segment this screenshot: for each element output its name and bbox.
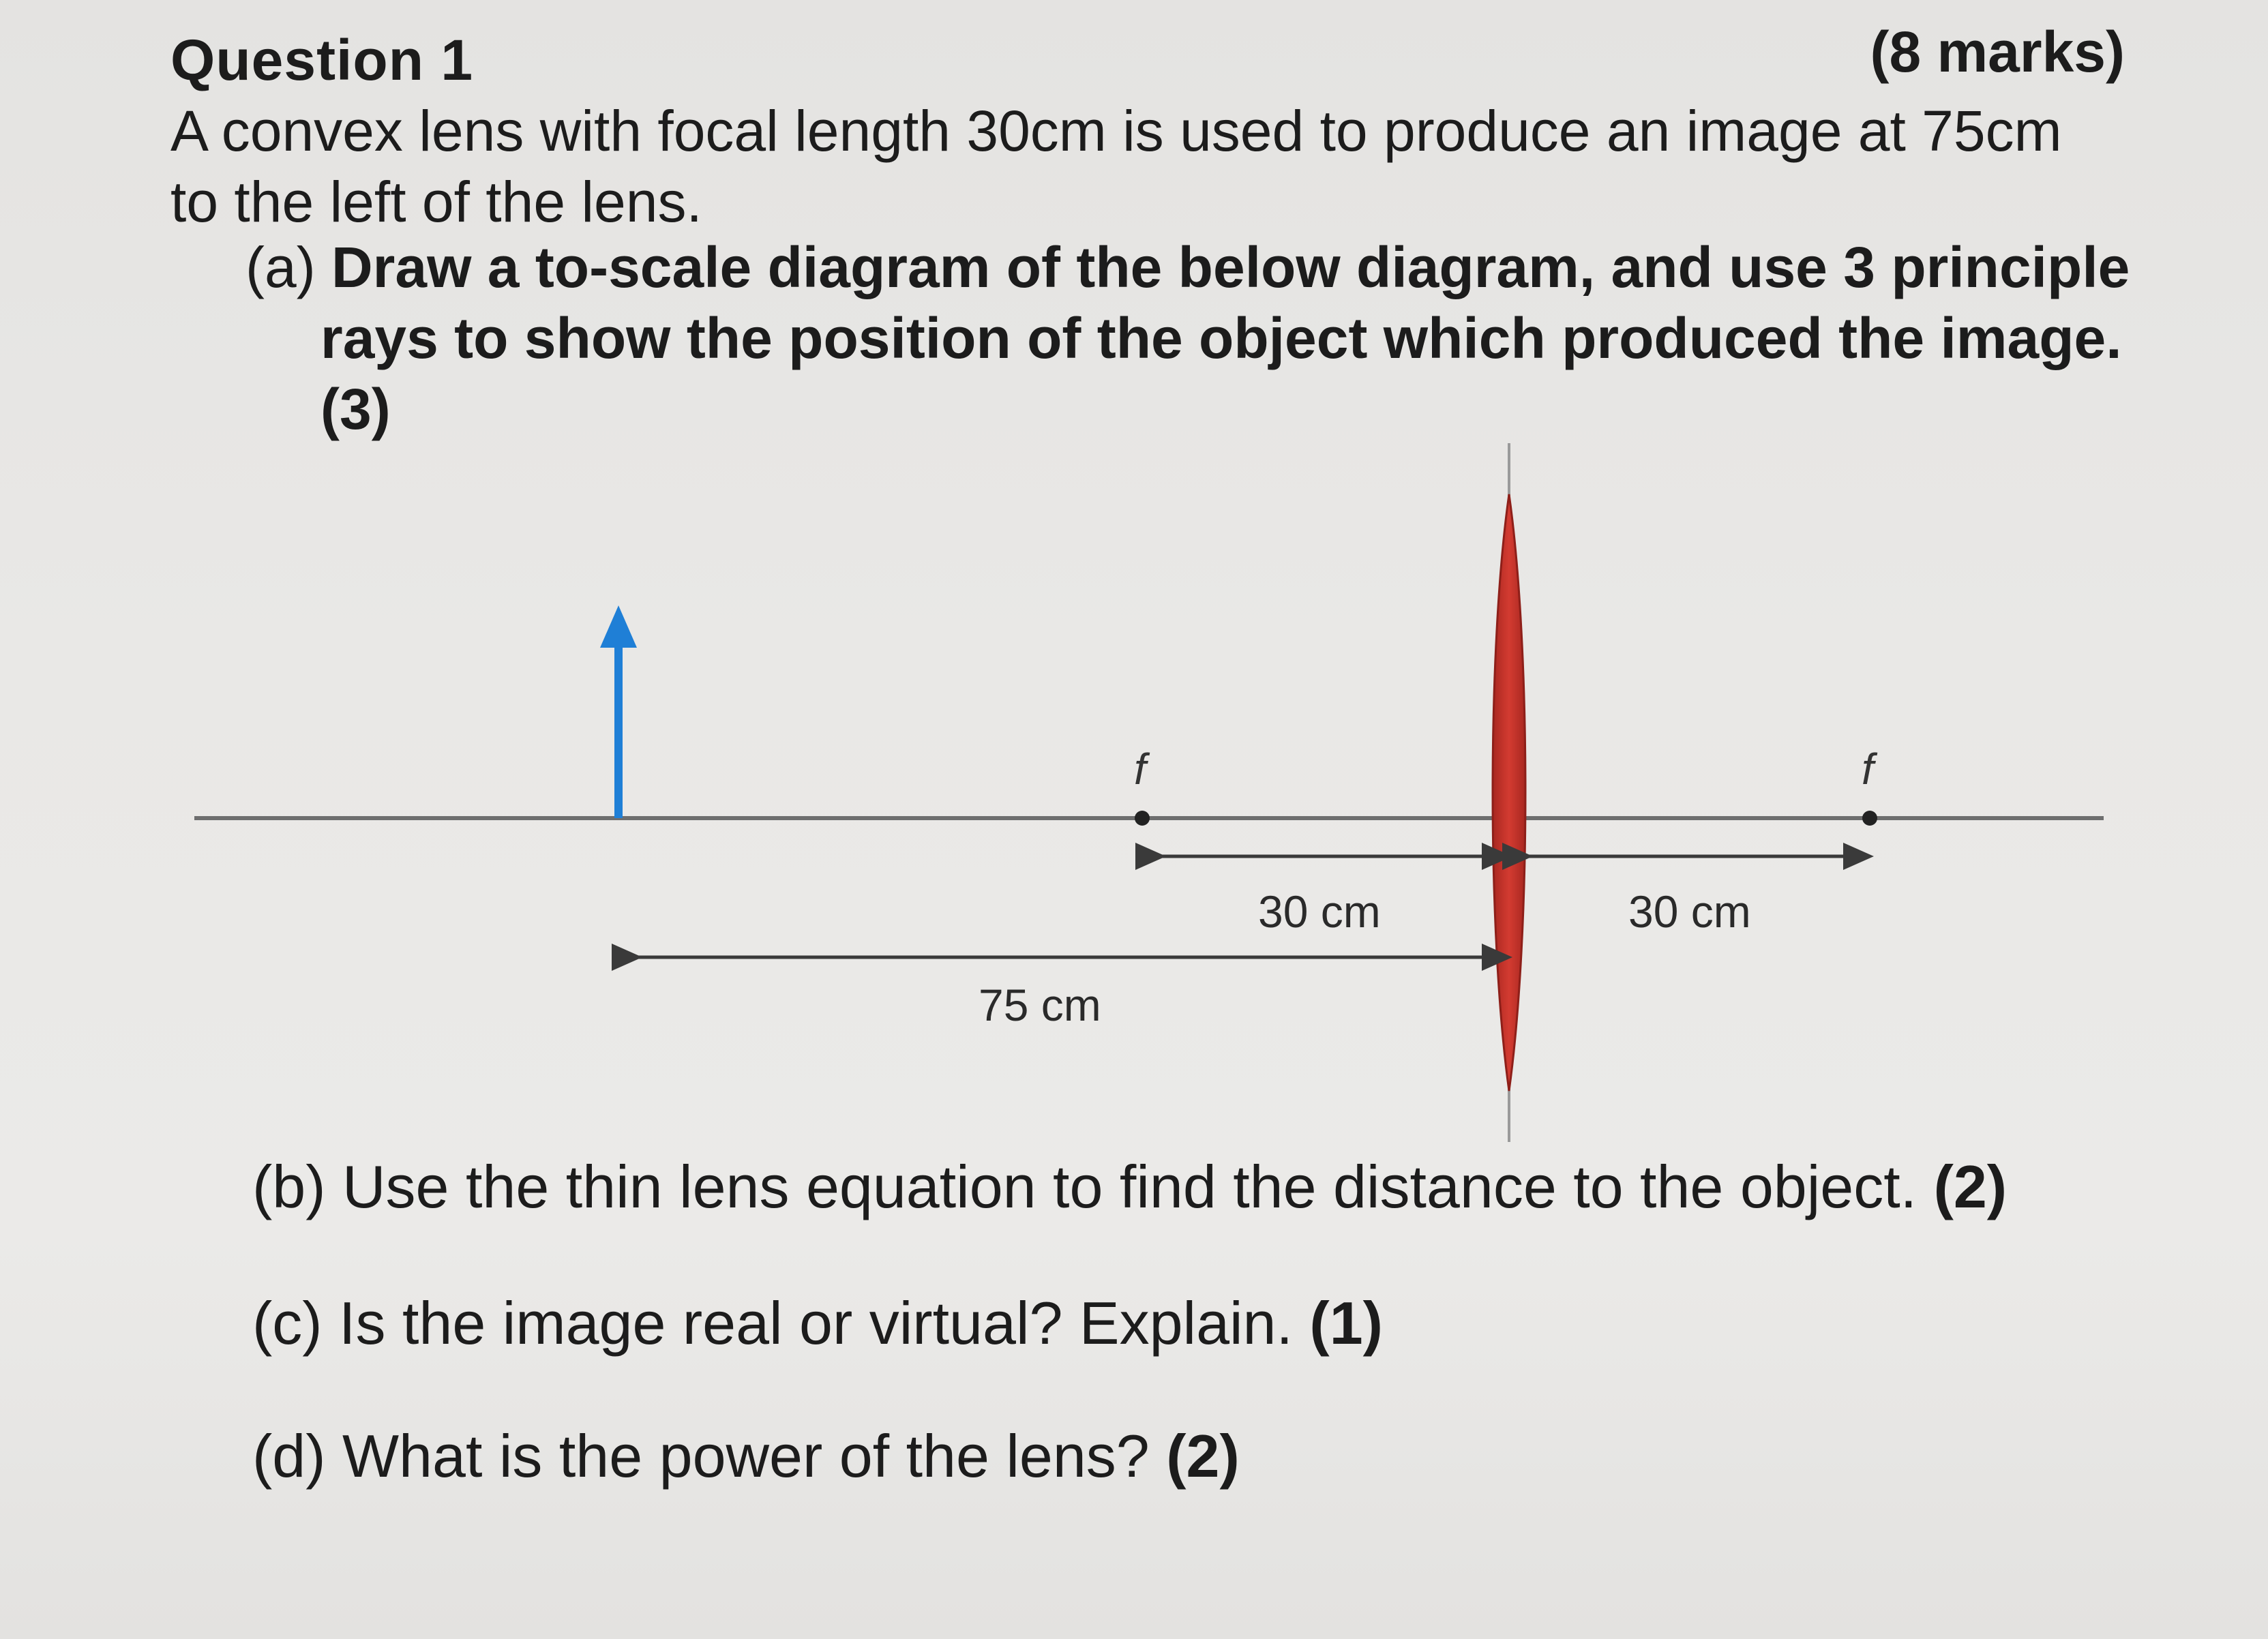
question-title: Question 1	[170, 28, 474, 92]
part-b-marks: (2)	[1933, 1153, 2008, 1220]
part-a-ray-count: 3	[1843, 235, 1875, 299]
question-intro	[170, 95, 2134, 237]
convex-lens	[1493, 494, 1525, 1091]
part-b-text: (b) Use the thin lens equation to find the distance to the object.	[252, 1153, 1918, 1220]
part-d-question	[252, 1422, 1240, 1491]
part-d-text: (d) What is the power of the lens?	[252, 1422, 1150, 1490]
focal-dimension-left-label: 30 cm	[1258, 886, 1381, 937]
part-d-marks: (2)	[1166, 1422, 1240, 1490]
part-a-text-1-end: principle	[1891, 235, 2130, 299]
part-a-text-1: Draw a to-scale diagram of the below diagram, and use	[331, 235, 1827, 299]
part-a-marks: (3)	[320, 377, 391, 441]
part-c-question	[252, 1289, 1383, 1358]
question-marks: (8 marks)	[1870, 20, 2125, 84]
intro-line-2: to the left of the lens.	[170, 170, 702, 234]
part-a-line-2: rays to show the position of the object which produced the image.	[320, 306, 2122, 370]
focal-label-left: f	[1134, 745, 1146, 794]
part-c-marks: (1)	[1309, 1289, 1383, 1357]
intro-line-1: A convex lens with focal length 30cm is used to produce an image at 75cm	[170, 99, 2062, 163]
focal-dimension-right-label: 30 cm	[1628, 886, 1751, 937]
focal-point-left	[1135, 811, 1150, 826]
focal-point-right	[1862, 811, 1877, 826]
focal-label-right: f	[1862, 745, 1874, 794]
part-a-question	[245, 232, 2141, 445]
image-distance-label: 75 cm	[979, 980, 1101, 1030]
image-arrow-head	[600, 605, 637, 648]
part-c-text: (c) Is the image real or virtual? Explain.	[252, 1289, 1293, 1357]
part-b-question	[252, 1152, 2007, 1222]
part-a-line-1	[245, 232, 2141, 303]
part-a-label: (a)	[245, 235, 316, 299]
